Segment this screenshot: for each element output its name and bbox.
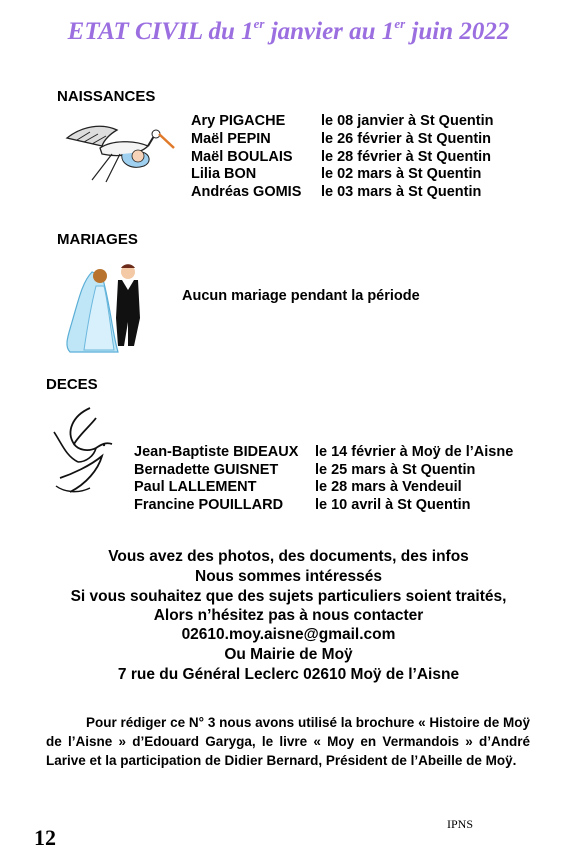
list-item: Maël PEPIN le 26 février à St Quentin [191, 131, 492, 147]
appeal-line: Alors n’hésitez pas à nous contacter [153, 607, 424, 624]
contact-email[interactable]: 02610.moy.aisne@gmail.com [181, 626, 396, 643]
page-number: 12 [34, 825, 56, 850]
list-item: Maël BOULAIS le 28 février à St Quentin [191, 149, 492, 165]
list-item: Francine POUILLARD le 10 avril à St Quentin [134, 497, 471, 513]
appeal-line: Ou Mairie de Moÿ [224, 646, 353, 663]
dove-illustration [50, 404, 116, 504]
contact-address: 7 rue du Général Leclerc 02610 Moÿ de l’Aisne [117, 666, 460, 683]
section-heading-deces: DECES [46, 376, 98, 393]
list-item: Jean-Baptiste BIDEAUX le 14 février à Moÿ de l’Aisne [134, 444, 514, 460]
list-item: Andréas GOMIS le 03 mars à St Quentin [191, 184, 482, 200]
stork-illustration [62, 118, 177, 188]
appeal-line: Nous sommes intéressés [195, 568, 382, 585]
section-heading-mariages: MARIAGES [57, 231, 138, 248]
list-item: Lilia BON le 02 mars à St Quentin [191, 166, 482, 182]
list-item: Ary PIGACHE le 08 janvier à St Quentin [191, 113, 494, 129]
ipns-label: IPNS [447, 817, 474, 831]
wedding-couple-illustration [62, 262, 150, 354]
section-heading-naissances: NAISSANCES [57, 88, 156, 105]
appeal-line: Vous avez des photos, des documents, des infos [108, 548, 469, 565]
page-title: ETAT CIVIL du 1er janvier au 1er juin 2022 [67, 16, 510, 45]
list-item: Bernadette GUISNET le 25 mars à St Quentin [134, 462, 476, 478]
list-item: Paul LALLEMENT le 28 mars à Vendeuil [134, 479, 462, 495]
credits-paragraph: Pour rédiger ce N° 3 nous avons utilisé la brochure « Histoire de Moÿ de l’Aisne » d’Edouard Garyga, le livre « Moy en Vermandois » d’André Larive et la participation de Didier Bernard, Président de l’Abeille de Moÿ. [46, 715, 530, 768]
appeal-line: Si vous souhaitez que des sujets particuliers soient traités, [70, 588, 507, 605]
mariages-text: Aucun mariage pendant la période [182, 288, 420, 304]
